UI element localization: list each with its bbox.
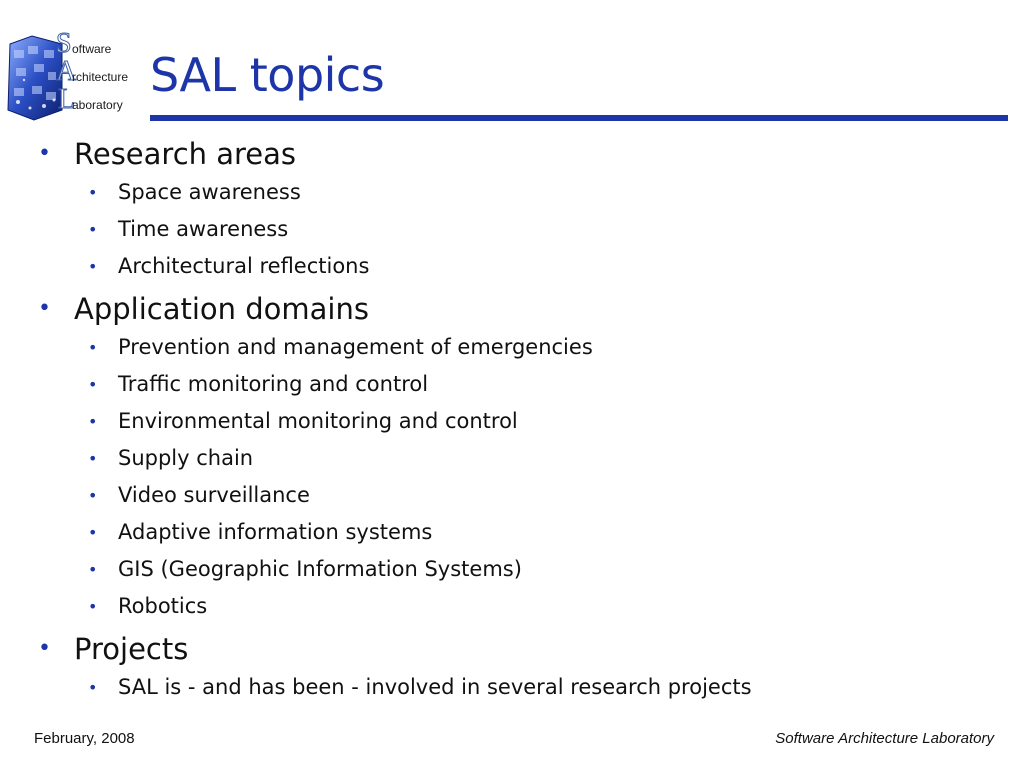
slide-title: SAL topics	[150, 48, 385, 102]
list-item	[36, 440, 996, 477]
slide-content	[36, 132, 996, 710]
list-item	[36, 366, 996, 403]
bullet-icon: •	[88, 523, 98, 542]
list-item-text: Prevention and management of emergencies	[118, 335, 593, 359]
bullet-icon: •	[88, 183, 98, 202]
section-projects	[36, 629, 996, 706]
list-item-text: Robotics	[118, 594, 208, 618]
bullet-list	[36, 174, 996, 285]
list-item-text: GIS (Geographic Information Systems)	[118, 557, 522, 581]
bullet-list	[36, 329, 996, 625]
section-heading	[36, 134, 996, 174]
list-item	[36, 551, 996, 588]
bullet-list	[36, 669, 996, 706]
list-item	[36, 329, 996, 366]
bullet-icon: •	[88, 338, 98, 357]
bullet-icon: •	[88, 412, 98, 431]
list-item	[36, 211, 996, 248]
list-item-text: Traffic monitoring and control	[118, 372, 429, 396]
bullet-icon: •	[88, 449, 98, 468]
bullet-icon: •	[88, 220, 98, 239]
list-item	[36, 403, 996, 440]
list-item-text: Supply chain	[118, 446, 254, 470]
list-item	[36, 514, 996, 551]
list-item-text: Space awareness	[118, 180, 301, 204]
bullet-icon: •	[88, 375, 98, 394]
section-research-areas	[36, 134, 996, 285]
list-item	[36, 477, 996, 514]
bullet-icon: •	[88, 678, 98, 697]
list-item	[36, 174, 996, 211]
bullet-icon: •	[88, 560, 98, 579]
section-heading	[36, 629, 996, 669]
bullet-icon: •	[38, 141, 51, 166]
list-item	[36, 669, 996, 706]
logo-word-architecture: rchitecture	[72, 70, 129, 84]
section-heading	[36, 289, 996, 329]
bullet-icon: •	[88, 597, 98, 616]
list-item	[36, 248, 996, 285]
logo-letter-a: A	[56, 56, 77, 87]
logo-letter-l: L	[58, 84, 76, 115]
sal-logo	[4, 30, 144, 122]
footer-date: February, 2008	[34, 730, 135, 747]
list-item-text: SAL is - and has been - involved in several research projects	[118, 675, 752, 699]
list-item-text: Environmental monitoring and control	[118, 409, 518, 433]
bullet-icon: •	[88, 486, 98, 505]
list-item-text: Time awareness	[118, 217, 289, 241]
list-item-text: Architectural reflections	[118, 254, 370, 278]
section-heading-text: Research areas	[74, 137, 297, 171]
list-item-text: Adaptive information systems	[118, 520, 433, 544]
logo-word-software: oftware	[72, 42, 112, 56]
list-item-text: Video surveillance	[118, 483, 310, 507]
title-underline	[150, 115, 1008, 121]
section-heading-text: Application domains	[74, 292, 369, 326]
logo-letter-s: S	[56, 28, 72, 59]
footer-organization: Software Architecture Laboratory	[775, 730, 994, 747]
bullet-icon: •	[38, 296, 51, 321]
bullet-icon: •	[88, 257, 98, 276]
section-heading-text: Projects	[74, 632, 189, 666]
logo-word-laboratory: aboratory	[72, 98, 123, 112]
list-item	[36, 588, 996, 625]
section-application-domains	[36, 289, 996, 625]
bullet-icon: •	[38, 636, 51, 661]
